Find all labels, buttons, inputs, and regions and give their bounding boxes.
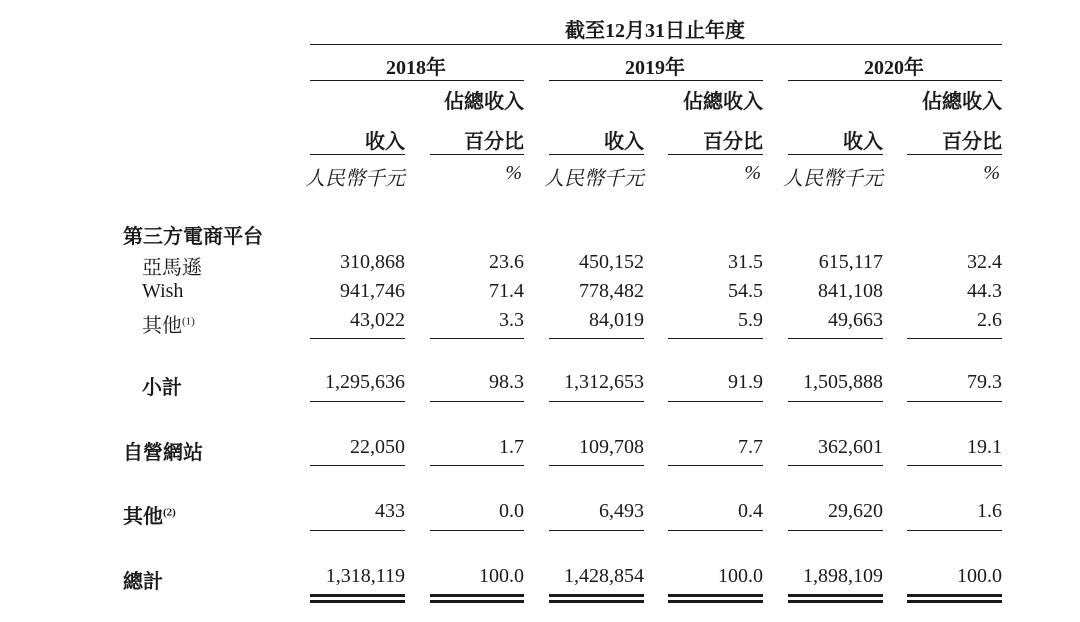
row-label-wish: Wish <box>142 280 184 302</box>
cell-wish-0: 941,746 <box>340 280 405 302</box>
year-rule-2020 <box>788 80 1002 81</box>
col-header-rule <box>549 154 644 155</box>
total-double-rule <box>668 594 763 597</box>
row-rule <box>668 530 763 531</box>
cell-other-platforms-0: 43,022 <box>350 309 405 331</box>
row-label-other-text: 其他 <box>142 315 182 337</box>
cell-total-2: 1,428,854 <box>564 565 644 587</box>
cell-wish-4: 841,108 <box>818 280 883 302</box>
row-rule <box>430 465 524 466</box>
row-label-others <box>123 500 176 529</box>
col-pct-line1: 佔總收入 <box>922 91 1002 113</box>
row-rule <box>668 338 763 339</box>
cell-other-platforms-4: 49,663 <box>828 309 883 331</box>
footnote-2: (2) <box>163 506 176 519</box>
year-2018: 2018年 <box>386 57 446 79</box>
row-label-other-platforms <box>142 309 195 338</box>
cell-amazon-3: 31.5 <box>728 251 763 273</box>
row-rule <box>549 401 644 402</box>
total-double-rule <box>430 594 524 597</box>
cell-wish-2: 778,482 <box>579 280 644 302</box>
row-label-own-site: 自營網站 <box>123 442 203 464</box>
cell-wish-3: 54.5 <box>728 280 763 302</box>
total-double-rule <box>310 600 405 603</box>
row-label-subtotal: 小計 <box>142 377 182 399</box>
cell-amazon-0: 310,868 <box>340 251 405 273</box>
cell-other-platforms-5: 2.6 <box>977 309 1002 331</box>
row-label-others-text: 其他 <box>123 506 163 528</box>
cell-subtotal-4: 1,505,888 <box>803 371 883 393</box>
cell-subtotal-3: 91.9 <box>728 371 763 393</box>
cell-total-3: 100.0 <box>718 565 763 587</box>
row-label-amazon: 亞馬遜 <box>142 257 202 279</box>
col-revenue: 收入 <box>604 131 644 153</box>
unit-pct: % <box>505 162 522 184</box>
row-rule <box>668 465 763 466</box>
row-rule <box>907 401 1002 402</box>
cell-own-site-1: 1.7 <box>499 436 524 458</box>
total-double-rule <box>310 594 405 597</box>
cell-subtotal-5: 79.3 <box>967 371 1002 393</box>
row-rule <box>310 465 405 466</box>
cell-other-platforms-3: 5.9 <box>738 309 763 331</box>
row-rule <box>907 530 1002 531</box>
col-pct-line1: 佔總收入 <box>683 91 763 113</box>
cell-amazon-2: 450,152 <box>579 251 644 273</box>
cell-own-site-2: 109,708 <box>579 436 644 458</box>
row-label-total: 總計 <box>123 571 163 593</box>
cell-others-3: 0.4 <box>738 500 763 522</box>
row-rule <box>549 338 644 339</box>
year-2020: 2020年 <box>864 57 924 79</box>
col-revenue: 收入 <box>365 131 405 153</box>
cell-others-4: 29,620 <box>828 500 883 522</box>
cell-own-site-5: 19.1 <box>967 436 1002 458</box>
cell-own-site-4: 362,601 <box>818 436 883 458</box>
row-rule <box>310 338 405 339</box>
footnote-1: (1) <box>182 315 195 328</box>
total-double-rule <box>907 594 1002 597</box>
col-pct-line2: 百分比 <box>464 131 524 153</box>
cell-total-0: 1,318,119 <box>325 565 405 587</box>
col-header-rule <box>907 154 1002 155</box>
cell-other-platforms-2: 84,019 <box>589 309 644 331</box>
cell-others-2: 6,493 <box>599 500 644 522</box>
cell-amazon-5: 32.4 <box>967 251 1002 273</box>
row-rule <box>668 401 763 402</box>
third-party-heading: 第三方電商平台 <box>123 226 263 248</box>
total-double-rule <box>668 600 763 603</box>
row-rule <box>788 401 883 402</box>
cell-subtotal-1: 98.3 <box>489 371 524 393</box>
col-header-rule <box>668 154 763 155</box>
total-double-rule <box>430 600 524 603</box>
row-rule <box>788 465 883 466</box>
cell-subtotal-0: 1,295,636 <box>325 371 405 393</box>
unit-pct: % <box>744 162 761 184</box>
col-pct-line2: 百分比 <box>942 131 1002 153</box>
row-rule <box>907 338 1002 339</box>
year-2019: 2019年 <box>625 57 685 79</box>
cell-total-1: 100.0 <box>479 565 524 587</box>
unit-pct: % <box>983 162 1000 184</box>
total-double-rule <box>907 600 1002 603</box>
cell-own-site-0: 22,050 <box>350 436 405 458</box>
col-header-rule <box>310 154 405 155</box>
row-rule <box>907 465 1002 466</box>
total-double-rule <box>788 594 883 597</box>
row-rule <box>549 465 644 466</box>
row-rule <box>788 338 883 339</box>
col-header-rule <box>430 154 524 155</box>
cell-wish-5: 44.3 <box>967 280 1002 302</box>
year-rule-2018 <box>310 80 524 81</box>
cell-own-site-3: 7.7 <box>738 436 763 458</box>
row-rule <box>788 530 883 531</box>
cell-wish-1: 71.4 <box>489 280 524 302</box>
row-rule <box>430 530 524 531</box>
period-rule <box>310 44 1002 45</box>
row-rule <box>310 530 405 531</box>
row-rule <box>430 401 524 402</box>
unit-revenue: 人民幣千元 <box>544 168 644 190</box>
cell-others-0: 433 <box>375 500 405 522</box>
cell-total-4: 1,898,109 <box>803 565 883 587</box>
row-rule <box>430 338 524 339</box>
cell-others-5: 1.6 <box>977 500 1002 522</box>
year-rule-2019 <box>549 80 763 81</box>
col-revenue: 收入 <box>843 131 883 153</box>
unit-revenue: 人民幣千元 <box>783 168 883 190</box>
col-header-rule <box>788 154 883 155</box>
period-heading: 截至12月31日止年度 <box>565 20 745 42</box>
cell-subtotal-2: 1,312,653 <box>564 371 644 393</box>
total-double-rule <box>788 600 883 603</box>
cell-amazon-1: 23.6 <box>489 251 524 273</box>
cell-other-platforms-1: 3.3 <box>499 309 524 331</box>
cell-total-5: 100.0 <box>957 565 1002 587</box>
col-pct-line2: 百分比 <box>703 131 763 153</box>
cell-amazon-4: 615,117 <box>818 251 883 273</box>
row-rule <box>310 401 405 402</box>
col-pct-line1: 佔總收入 <box>444 91 524 113</box>
unit-revenue: 人民幣千元 <box>305 168 405 190</box>
cell-others-1: 0.0 <box>499 500 524 522</box>
total-double-rule <box>549 600 644 603</box>
total-double-rule <box>549 594 644 597</box>
row-rule <box>549 530 644 531</box>
